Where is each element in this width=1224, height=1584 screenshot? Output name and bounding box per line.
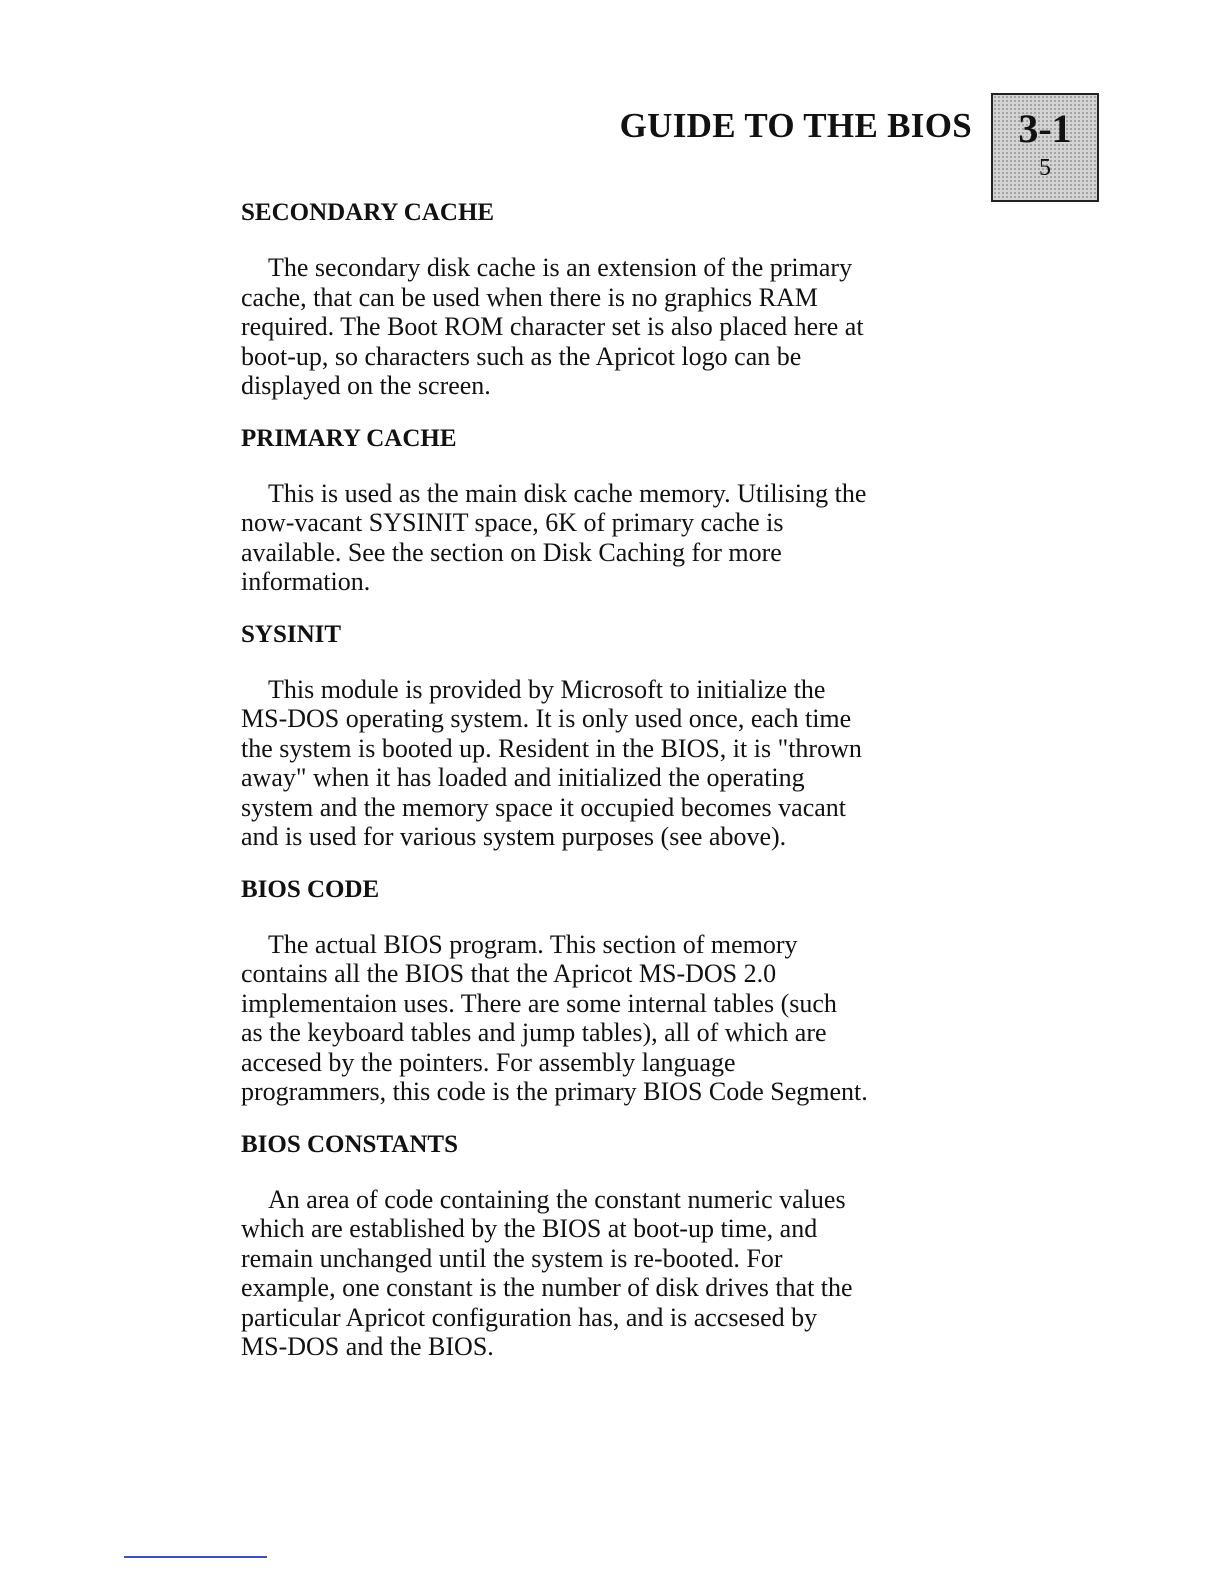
text-line: as the keyboard tables and jump tables), all of which are bbox=[241, 1018, 827, 1047]
text-line: remain unchanged until the system is re-booted. For bbox=[241, 1243, 783, 1273]
section-paragraph bbox=[241, 930, 1001, 1107]
section-paragraph bbox=[241, 479, 1001, 597]
page-title: GUIDE TO THE BIOS bbox=[619, 106, 972, 145]
text-line: the system is booted up. Resident in the BIOS, it is "thrown bbox=[241, 733, 862, 763]
section-bios-constants bbox=[241, 1129, 1001, 1362]
text-line: particular Apricot configuration has, and is accsesed by bbox=[241, 1302, 818, 1332]
section-paragraph bbox=[241, 253, 1001, 401]
page-number: 5 bbox=[1039, 155, 1051, 181]
text-line: MS-DOS and the BIOS. bbox=[241, 1332, 494, 1361]
text-line: information. bbox=[241, 567, 371, 596]
section-heading: BIOS CODE bbox=[241, 875, 380, 903]
section-heading: SYSINIT bbox=[241, 620, 342, 648]
text-line: implementaion uses. There are some internal tables (such bbox=[241, 988, 837, 1018]
section-bios-code bbox=[241, 874, 1001, 1107]
text-line: boot-up, so characters such as the Apricot logo can be bbox=[241, 341, 802, 371]
section-heading: BIOS CONSTANTS bbox=[241, 1130, 458, 1158]
text-line: This module is provided by Microsoft to initialize the bbox=[268, 674, 826, 704]
document-body bbox=[241, 197, 1001, 1384]
text-line: accesed by the pointers. For assembly language bbox=[241, 1047, 736, 1077]
text-line: This is used as the main disk cache memory. Utilising the bbox=[268, 478, 867, 508]
text-line: MS-DOS operating system. It is only used once, each time bbox=[241, 704, 852, 733]
text-line: displayed on the screen. bbox=[241, 371, 491, 400]
text-line: required. The Boot ROM character set is also placed here at bbox=[241, 312, 864, 341]
section-paragraph bbox=[241, 1185, 1001, 1362]
chapter-number: 3-1 bbox=[1018, 106, 1072, 151]
text-line: cache, that can be used when there is no graphics RAM bbox=[241, 282, 818, 312]
section-secondary-cache bbox=[241, 197, 1001, 401]
chapter-tab bbox=[991, 93, 1099, 202]
text-line: which are established by the BIOS at boot-up time, and bbox=[241, 1214, 818, 1243]
text-line: and is used for various system purposes (see above). bbox=[241, 822, 787, 851]
text-line: programmers, this code is the primary BIOS Code Segment. bbox=[241, 1077, 868, 1106]
text-line: system and the memory space it occupied becomes vacant bbox=[241, 792, 847, 822]
section-paragraph bbox=[241, 675, 1001, 852]
text-line: away" when it has loaded and initialized the operating bbox=[241, 763, 805, 792]
section-sysinit bbox=[241, 619, 1001, 852]
text-line: An area of code containing the constant numeric values bbox=[268, 1184, 846, 1214]
text-line: available. See the section on Disk Caching for more bbox=[241, 537, 782, 567]
section-primary-cache bbox=[241, 423, 1001, 597]
text-line: now-vacant SYSINIT space, 6K of primary cache is bbox=[241, 508, 784, 537]
text-line: example, one constant is the number of disk drives that the bbox=[241, 1273, 853, 1302]
footer-rule bbox=[124, 1556, 267, 1558]
text-line: The actual BIOS program. This section of memory bbox=[268, 929, 798, 959]
text-line: contains all the BIOS that the Apricot MS-DOS 2.0 bbox=[241, 959, 777, 988]
section-heading: SECONDARY CACHE bbox=[241, 199, 495, 226]
section-heading: PRIMARY CACHE bbox=[241, 424, 457, 452]
text-line: The secondary disk cache is an extension of the primary bbox=[268, 253, 853, 282]
